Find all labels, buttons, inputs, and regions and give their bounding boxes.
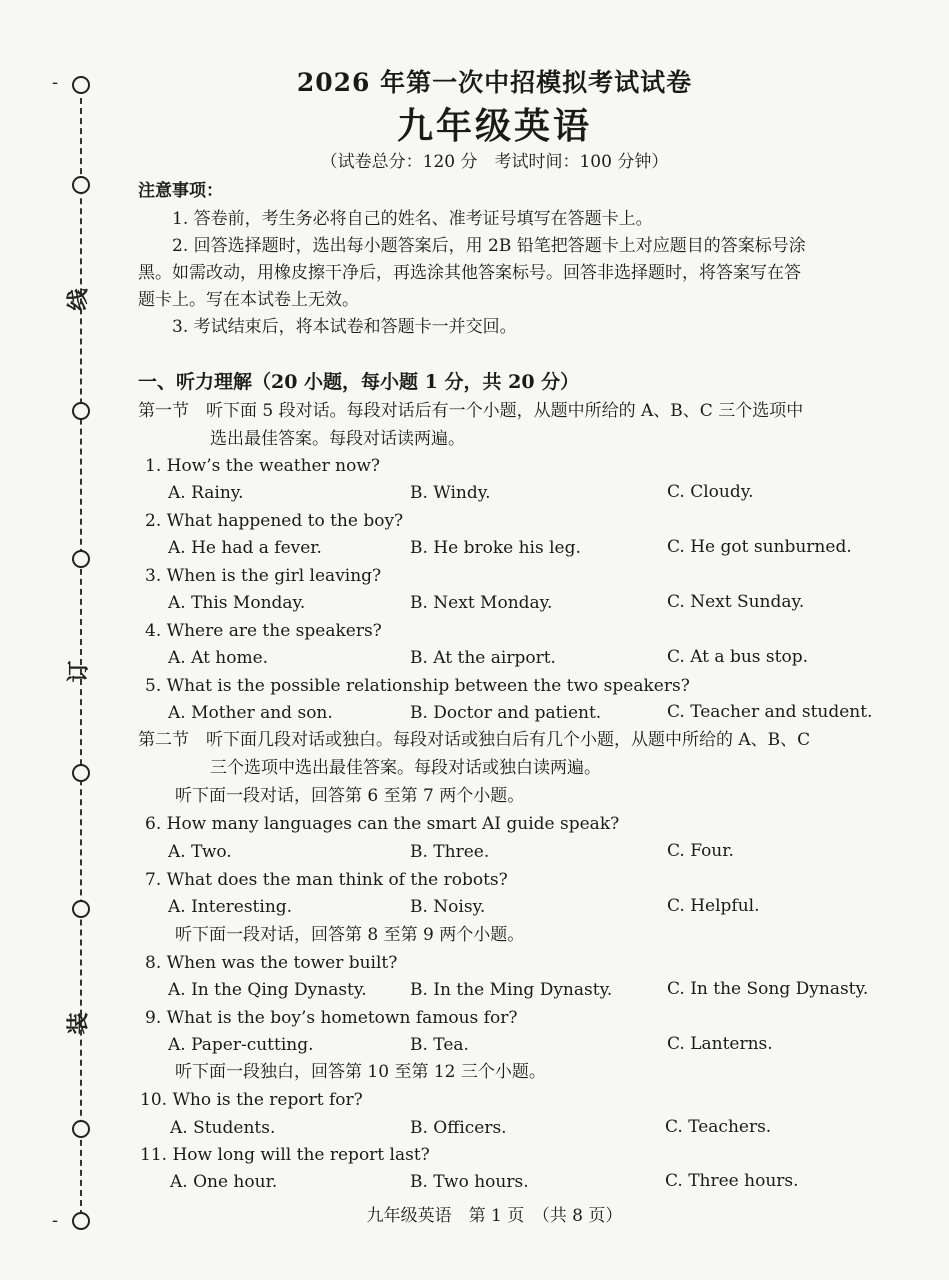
- binding-hole-icon: [72, 1120, 90, 1138]
- q6-option-c: C. Four.: [667, 841, 734, 861]
- q3-option-a: A. This Monday.: [168, 593, 306, 613]
- q3-option-c: C. Next Sunday.: [667, 592, 805, 612]
- q6-option-a: A. Two.: [168, 842, 232, 862]
- question-4: 4. Where are the speakers?: [145, 621, 382, 641]
- question-3: 3. When is the girl leaving?: [145, 566, 382, 586]
- part1-instruction-line2: 选出最佳答案。每段对话读两遍。: [210, 429, 465, 449]
- side-mark-xian: 线: [65, 288, 92, 311]
- q10-option-b: B. Officers.: [410, 1118, 507, 1138]
- q10-option-c: C. Teachers.: [665, 1117, 772, 1137]
- page-footer: 九年级英语 第 1 页 （共 8 页）: [366, 1206, 623, 1226]
- binding-tick-mark: -: [52, 72, 59, 93]
- exam-subject: 九年级英语: [396, 105, 592, 147]
- binding-tick-mark: -: [52, 1210, 59, 1231]
- q1-option-c: C. Cloudy.: [667, 482, 754, 502]
- exam-info: （试卷总分：120 分 考试时间：100 分钟）: [320, 152, 669, 172]
- part1-instruction-line1: 第一节 听下面 5 段对话。每段对话后有一个小题，从题中所给的 A、B、C 三个选项中: [138, 401, 804, 421]
- q2-option-b: B. He broke his leg.: [410, 538, 581, 558]
- q10-option-a: A. Students.: [170, 1118, 276, 1138]
- q11-option-b: B. Two hours.: [410, 1172, 529, 1192]
- q1-option-a: A. Rainy.: [168, 483, 244, 503]
- notice-heading: 注意事项：: [138, 181, 223, 201]
- q11-option-c: C. Three hours.: [665, 1171, 799, 1191]
- exam-title: 2026 年第一次中招模拟考试试卷: [296, 68, 693, 97]
- q7-option-a: A. Interesting.: [168, 897, 293, 917]
- q6-option-b: B. Three.: [410, 842, 490, 862]
- q8-option-b: B. In the Ming Dynasty.: [410, 980, 613, 1000]
- binding-dashed-line: [80, 78, 82, 1226]
- q9-option-b: B. Tea.: [410, 1035, 469, 1055]
- question-5: 5. What is the possible relationship between the two speakers?: [145, 676, 690, 696]
- q4-option-a: A. At home.: [168, 648, 269, 668]
- side-mark-zhuang: 装: [65, 1012, 92, 1035]
- notice-item-2-line3: 题卡上。写在本试卷上无效。: [138, 290, 359, 310]
- part2-instruction-line1: 第二节 听下面几段对话或独白。每段对话或独白后有几个小题，从题中所给的 A、B、C: [138, 730, 811, 750]
- notice-item-1: 1. 答卷前，考生务必将自己的姓名、准考证号填写在答题卡上。: [172, 209, 653, 229]
- q2-option-c: C. He got sunburned.: [667, 537, 852, 557]
- q4-option-b: B. At the airport.: [410, 648, 556, 668]
- notice-item-2-line1: 2. 回答选择题时，选出每小题答案后，用 2B 铅笔把答题卡上对应题目的答案标号涂: [172, 236, 806, 256]
- question-10: 10. Who is the report for?: [140, 1090, 363, 1110]
- intro-q8-q9: 听下面一段对话，回答第 8 至第 9 两个小题。: [175, 925, 525, 945]
- notice-item-3: 3. 考试结束后，将本试卷和答题卡一并交回。: [172, 317, 517, 337]
- binding-hole-icon: [72, 900, 90, 918]
- q8-option-a: A. In the Qing Dynasty.: [168, 980, 367, 1000]
- side-mark-ding: 订: [65, 660, 92, 683]
- question-8: 8. When was the tower built?: [145, 953, 398, 973]
- binding-hole-icon: [72, 550, 90, 568]
- q8-option-c: C. In the Song Dynasty.: [667, 979, 869, 999]
- q5-option-a: A. Mother and son.: [168, 703, 333, 723]
- q3-option-b: B. Next Monday.: [410, 593, 553, 613]
- question-7: 7. What does the man think of the robots?: [145, 870, 508, 890]
- part2-instruction-line2: 三个选项中选出最佳答案。每段对话或独白读两遍。: [210, 758, 601, 778]
- section-heading: 一、听力理解（20 小题，每小题 1 分，共 20 分）: [138, 371, 580, 393]
- q9-option-c: C. Lanterns.: [667, 1034, 773, 1054]
- binding-hole-icon: [72, 176, 90, 194]
- q2-option-a: A. He had a fever.: [168, 538, 322, 558]
- question-11: 11. How long will the report last?: [140, 1145, 430, 1165]
- notice-item-2-line2: 黑。如需改动，用橡皮擦干净后，再选涂其他答案标号。回答非选择题时，将答案写在答: [138, 263, 801, 283]
- question-6: 6. How many languages can the smart AI guide speak?: [145, 814, 620, 834]
- q5-option-b: B. Doctor and patient.: [410, 703, 602, 723]
- question-9: 9. What is the boy’s hometown famous for?: [145, 1008, 518, 1028]
- question-1: 1. How’s the weather now?: [145, 456, 380, 476]
- q1-option-b: B. Windy.: [410, 483, 491, 503]
- q4-option-c: C. At a bus stop.: [667, 647, 808, 667]
- q7-option-b: B. Noisy.: [410, 897, 486, 917]
- intro-q6-q7: 听下面一段对话，回答第 6 至第 7 两个小题。: [175, 786, 525, 806]
- q7-option-c: C. Helpful.: [667, 896, 760, 916]
- q11-option-a: A. One hour.: [170, 1172, 278, 1192]
- binding-hole-icon: [72, 764, 90, 782]
- question-2: 2. What happened to the boy?: [145, 511, 404, 531]
- q9-option-a: A. Paper-cutting.: [168, 1035, 314, 1055]
- binding-hole-icon: [72, 402, 90, 420]
- q5-option-c: C. Teacher and student.: [667, 702, 873, 722]
- intro-q10-q12: 听下面一段独白，回答第 10 至第 12 三个小题。: [175, 1062, 546, 1082]
